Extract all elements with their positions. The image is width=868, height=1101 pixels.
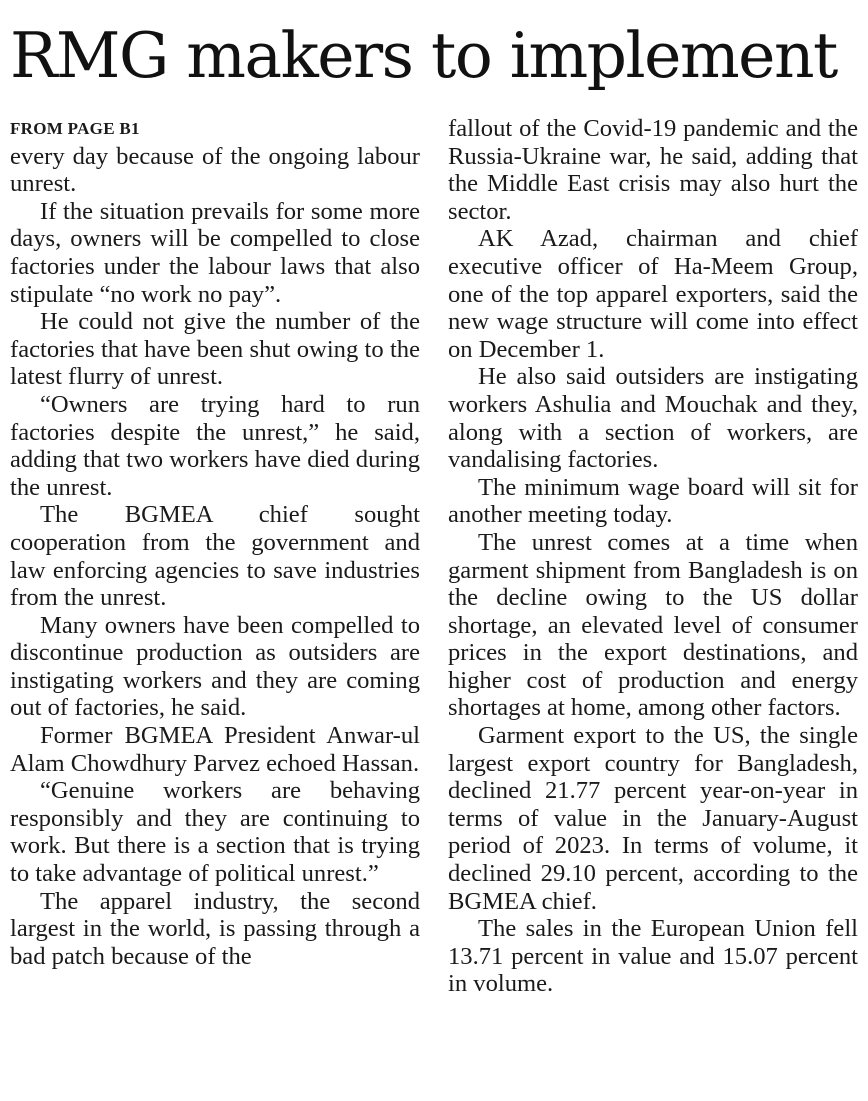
paragraph: every day because of the ongoing labour unrest. bbox=[10, 142, 420, 198]
paragraph: “Genuine workers are behaving responsibly and they are continuing to work. But there is a section that is trying to take advantage of political unrest.” bbox=[10, 777, 420, 888]
paragraph: The minimum wage board will sit for another meeting today. bbox=[448, 473, 858, 529]
continued-from-label: FROM PAGE B1 bbox=[10, 119, 140, 138]
paragraph: Many owners have been compelled to discontinue production as outsiders are instigating workers and they are coming out of factories, he said. bbox=[10, 611, 420, 722]
paragraph: Garment export to the US, the single largest export country for Bangladesh, declined 21.77 percent year-on-year in terms of value in the January-August period of 2023. In terms of volume, it declined 29.10 percent, according to the BGMEA chief. bbox=[448, 722, 858, 915]
paragraph: If the situation prevails for some more days, owners will be compelled to close factories under the labour laws that also stipulate “no work no pay”. bbox=[10, 197, 420, 308]
paragraph: fallout of the Covid-19 pandemic and the Russia-Ukraine war, he said, adding that the Middle East crisis may also hurt the sector. bbox=[448, 115, 858, 225]
paragraph: The sales in the European Union fell 13.71 percent in value and 15.07 percent in volume. bbox=[448, 915, 858, 998]
headline: RMG makers to implement bbox=[10, 19, 837, 92]
paragraph: AK Azad, chairman and chief executive officer of Ha-Meem Group, one of the top apparel exporters, said the new wage structure will come into effect on December 1. bbox=[448, 225, 858, 363]
paragraph: He could not give the number of the factories that have been shut owing to the latest flurry of unrest. bbox=[10, 308, 420, 391]
right-column bbox=[448, 115, 858, 998]
left-column bbox=[10, 115, 420, 970]
paragraph: He also said outsiders are instigating workers Ashulia and Mouchak and they, along with a section of workers, are vandalising factories. bbox=[448, 363, 858, 474]
paragraph: The BGMEA chief sought cooperation from the government and law enforcing agencies to save industries from the unrest. bbox=[10, 501, 420, 612]
paragraph: Former BGMEA President Anwar-ul Alam Chowdhury Parvez echoed Hassan. bbox=[10, 722, 420, 777]
paragraph: “Owners are trying hard to run factories despite the unrest,” he said, adding that two workers have died during the unrest. bbox=[10, 390, 420, 501]
paragraph: The apparel industry, the second largest in the world, is passing through a bad patch because of the bbox=[10, 887, 420, 970]
paragraph: The unrest comes at a time when garment shipment from Bangladesh is on the decline owing to the US dollar shortage, an elevated level of consumer prices in the export destinations, and higher cost of production and energy shortages at home, among other factors. bbox=[448, 528, 858, 722]
